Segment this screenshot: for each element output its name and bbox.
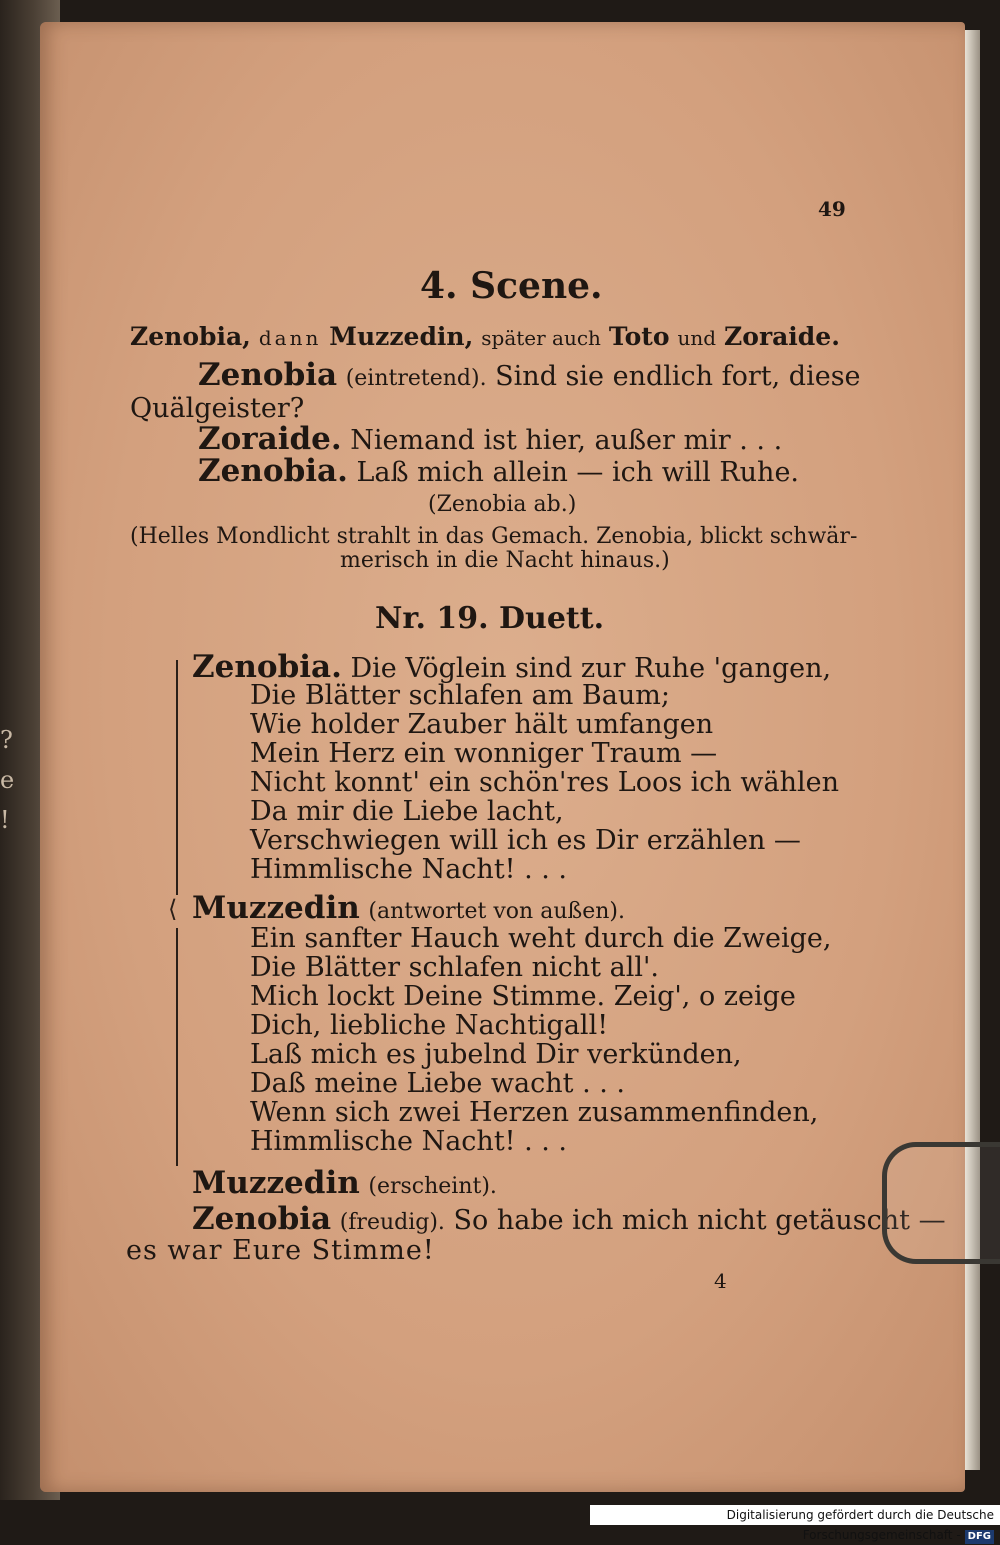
dialogue-line [198,421,783,457]
speaker-name: Zenobia. [192,649,342,685]
verse-brace [176,928,178,1166]
scene-title: 4. Scene. [420,265,603,307]
cast-word: und [677,326,717,350]
left-mark: ! [0,806,10,834]
stage-exit: (Zenobia ab.) [428,492,577,517]
dfg-logo: DFG [965,1530,994,1544]
cast-word: später auch [481,326,601,350]
dialogue-continuation: es war Eure Stimme! [126,1235,435,1266]
verse-line: Dich, liebliche Nachtigall! [250,1010,609,1041]
cast-word: dann [258,326,322,350]
speaker-name: Muzzedin [192,1165,360,1201]
verse-brace [176,660,178,895]
footer-bar [590,1505,1000,1542]
dialogue-continuation: Quälgeister? [130,393,305,424]
verse-line: Verschwiegen will ich es Dir erzählen — [250,825,801,856]
verse-line: Laß mich es jubelnd Dir verkünden, [250,1039,742,1070]
verse-line: Wie holder Zauber hält umfangen [250,709,714,740]
verse-line: Nicht konnt' ein schön'res Loos ich wählen [250,767,840,798]
verse-line: Die Blätter schlafen nicht all'. [250,952,659,983]
signature-mark: 4 [714,1269,727,1293]
stage-direction: (erscheint). [368,1174,497,1199]
verse-line: Himmlische Nacht! . . . [250,1126,568,1157]
speaker-name: Zenobia [198,357,338,393]
verse-first-line [192,890,625,927]
brace-tip: ⟨ [168,895,178,923]
verse-line: Die Vöglein sind zur Ruhe 'gangen, [350,653,832,684]
left-mark: ? [0,726,13,754]
page-clip [882,1142,1000,1264]
verse-line: Da mir die Liebe lacht, [250,796,564,827]
page-number: 49 [818,197,846,221]
stage-direction: (freudig). [339,1210,445,1235]
verse-line: Mich lockt Deine Stimme. Zeig', o zeige [250,981,796,1012]
cast-line [130,322,840,353]
verse-line: Mein Herz ein wonniger Traum — [250,738,718,769]
stage-direction: merisch in die Nacht hinaus.) [340,548,670,573]
verse-line: Die Blätter schlafen am Baum; [250,680,670,711]
verse-line: Daß meine Liebe wacht . . . [250,1068,625,1099]
dialogue-text: Laß mich allein — ich will Ruhe. [356,457,800,488]
speaker-name: Muzzedin [192,890,360,926]
dialogue-text: Sind sie endlich fort, diese [495,361,861,392]
dialogue-line [198,357,861,394]
speaker-name: Zenobia. [198,453,348,489]
duet-title: Nr. 19. Duett. [375,601,605,636]
dialogue-line [198,453,800,489]
verse-line: Himmlische Nacht! . . . [250,854,568,885]
cast-name: Zenobia, [130,322,251,351]
dialogue-text: Niemand ist hier, außer mir . . . [350,425,783,456]
dialogue-text: So habe ich mich nicht getäuscht — [453,1205,946,1236]
cast-name: Toto [608,322,670,351]
verse-line: Wenn sich zwei Herzen zusammenfinden, [250,1097,819,1128]
dialogue-line [192,1201,946,1238]
dialogue-line [192,1165,497,1202]
verse-line: Ein sanfter Hauch weht durch die Zweige, [250,923,832,954]
footer-text: Digitalisierung gefördert durch die Deutsche Forschungsgemeinschaft - [726,1508,994,1542]
stage-direction: (antwortet von außen). [368,899,625,924]
left-page-marks [0,720,14,840]
cast-name: Zoraide. [724,322,840,351]
left-mark: e [0,766,15,794]
stage-direction: (Helles Mondlicht strahlt in das Gemach. Zenobia, blickt schwär- [130,524,858,549]
stage-direction: (eintretend). [345,366,487,391]
cast-name: Muzzedin, [329,322,474,351]
speaker-name: Zoraide. [198,421,342,457]
speaker-name: Zenobia [192,1201,332,1237]
